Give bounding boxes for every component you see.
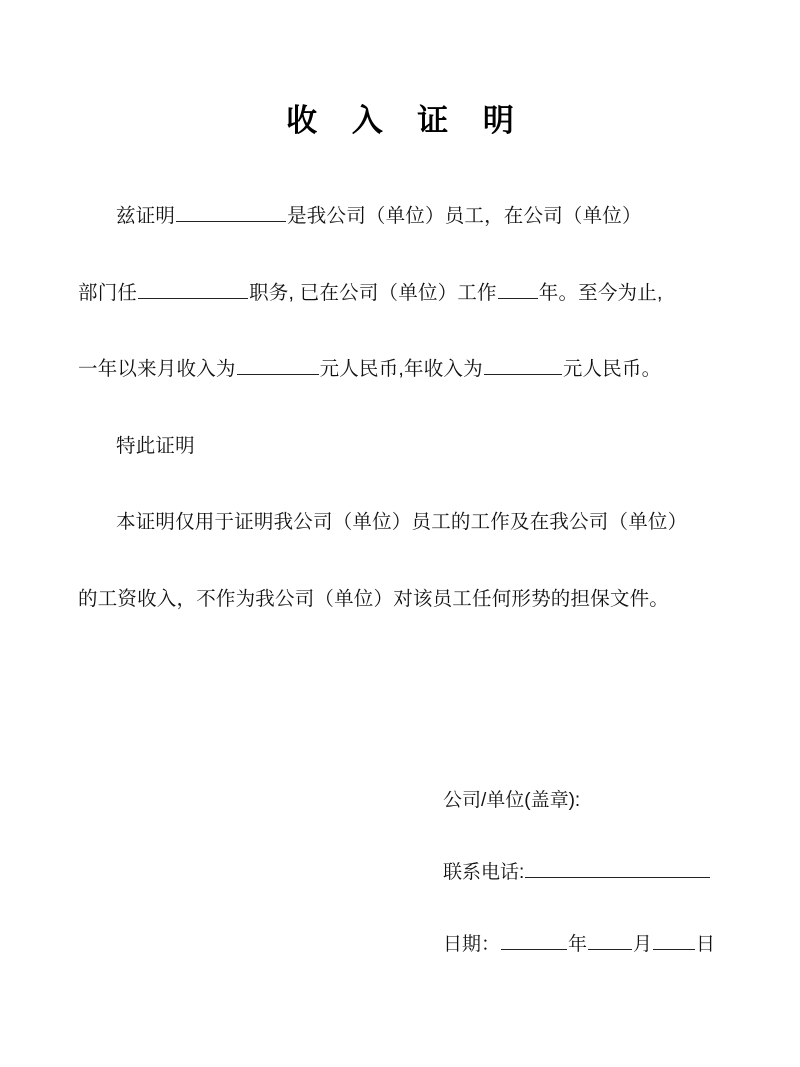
page-title: 收 入 证 明 (286, 103, 527, 138)
p2-text-a: 部门任 (78, 281, 138, 304)
date-line (443, 909, 800, 981)
date-month-unit: 月 (633, 934, 653, 955)
date-day-blank[interactable] (653, 930, 695, 950)
paragraph-line-6: 的工资收入，不作为我公司（单位）对该员工任何形势的担保文件。 (78, 587, 670, 610)
p3-text-a: 一年以来月收入为 (78, 358, 236, 380)
date-month-blank[interactable] (588, 930, 632, 950)
p1-text-b: 是我公司（单位）员工，在公司（单位） (287, 205, 642, 227)
annual-income-blank[interactable] (484, 355, 562, 375)
signature-block (0, 765, 800, 981)
date-day-unit: 日 (696, 934, 716, 955)
paragraph-line-5: 本证明仅用于证明我公司（单位）员工的工作及在我公司（单位） (116, 511, 688, 533)
p2-text-c: 年。至今为止, (538, 281, 663, 304)
date-year-unit: 年 (568, 934, 588, 955)
paragraph-line-3 (78, 341, 738, 398)
contact-phone-line (443, 837, 800, 909)
document-body (0, 188, 800, 628)
department-blank[interactable] (138, 279, 248, 299)
p1-text-a: 兹证明 (116, 205, 176, 227)
paragraph-line-2 (78, 265, 738, 322)
p3-text-c: 元人民币。 (562, 358, 662, 380)
employee-name-blank[interactable] (176, 202, 286, 222)
date-year-blank[interactable] (501, 930, 567, 950)
contact-phone-label: 联系电话: (443, 862, 525, 883)
company-seal-line: 公司/单位(盖章): (443, 790, 581, 811)
years-blank[interactable] (498, 279, 538, 299)
contact-phone-blank[interactable] (525, 858, 710, 878)
paragraph-line-4: 特此证明 (116, 434, 195, 457)
p3-text-b: 元人民币,年收入为 (319, 358, 483, 380)
body-signature-spacer (0, 647, 800, 765)
monthly-income-blank[interactable] (237, 355, 319, 375)
paragraph-line-1 (78, 188, 738, 245)
p2-text-b: 职务, 已在公司（单位）工作 (249, 281, 497, 304)
date-label: 日期： (443, 934, 501, 955)
